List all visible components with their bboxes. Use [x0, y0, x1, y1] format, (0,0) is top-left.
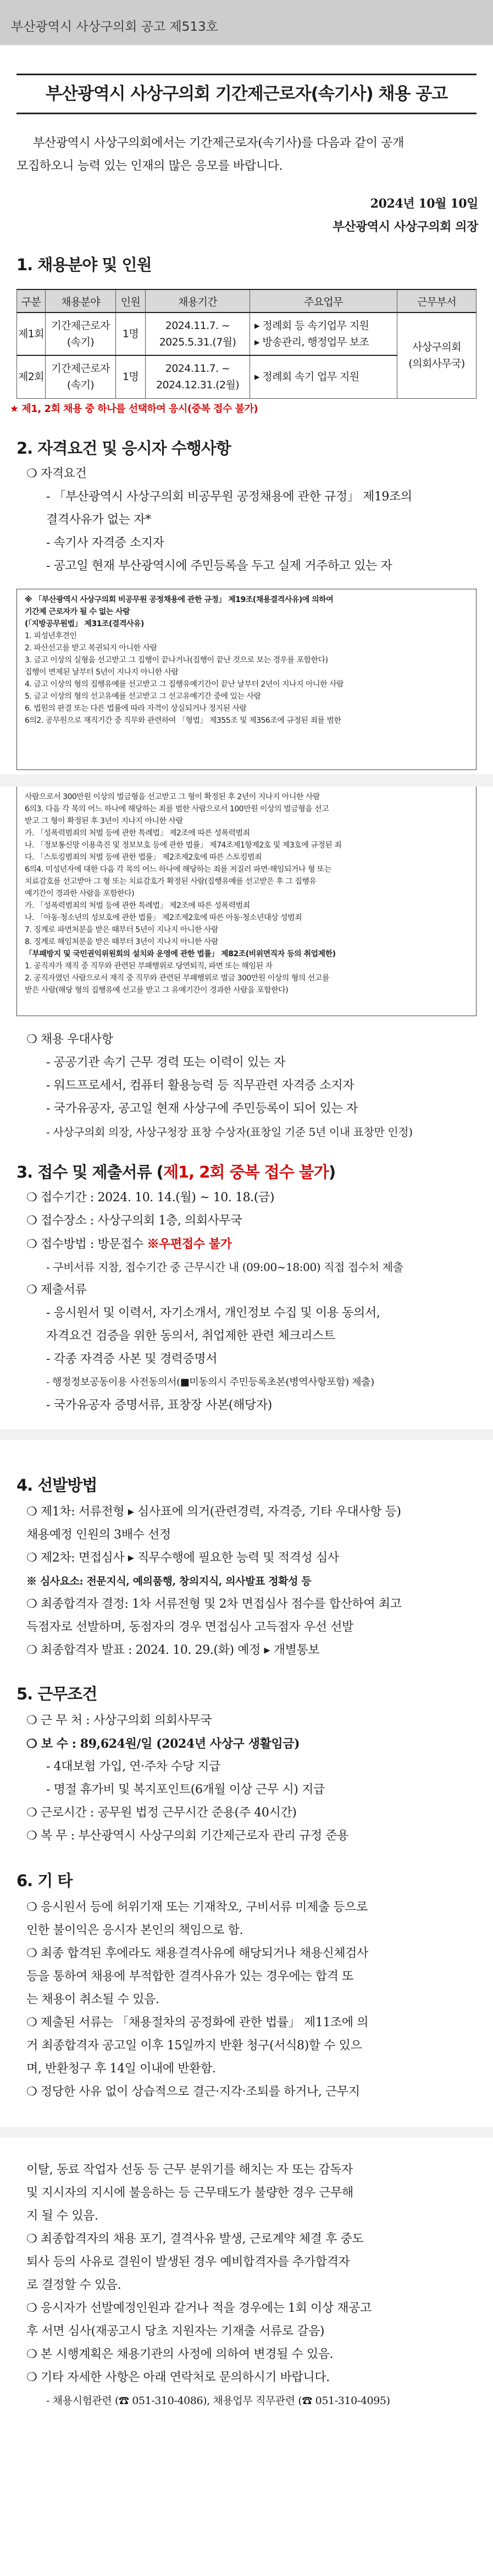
row-field-sub: (속기): [67, 379, 95, 392]
etc-line: 및 지시자의 지시에 불응하는 등 근무태도가 불량한 경우 근무해: [26, 2186, 353, 2200]
box-line: 3. 금고 이상의 실형을 선고받고 그 집행이 끝나거나(집행이 끝난 것으로 보는 경우를 포함한다): [25, 656, 328, 665]
box-line: 나. 「정보통신망 이용촉진 및 정보보호 등에 관한 법률」 제74조제1항제2호 및 제3호에 규정된 죄: [25, 841, 342, 850]
page-break: [0, 774, 493, 787]
row-type: 제1회: [17, 313, 46, 355]
box-line: 받고 그 형이 확정된 후 3년이 지나지 아니한 사람: [25, 817, 183, 826]
intro-line-1: 부산광역시 사상구의회에서는 기간제근로자(속기사)를 다음과 같이 공개: [33, 136, 404, 150]
preference-item: - 사상구의회 의장, 사상구청장 표창 수상자(표창일 기준 5년 이내 표창만 인정): [46, 1125, 413, 1139]
box-line: 2. 공직자였던 사람으로서 재직 중 직무와 관련된 부패행위로 벌금 300만원 이상의 형의 선고를: [25, 974, 329, 983]
row-count: 1명: [116, 355, 146, 398]
selection-line: 득점자로 선발하며, 동점자의 경우 면접심사 고득점자 우선 선발: [26, 1620, 353, 1634]
dept-sub: (의회사무국): [408, 358, 465, 370]
etc-line: ❍ 최종 합격된 후에라도 채용결격사유에 해당되거나 채용신체검사: [26, 1947, 368, 1960]
condition-line: - 명절 휴가비 및 복지포인트(6개월 이상 근무 시) 지급: [46, 1783, 325, 1797]
box-line: 2. 파산선고를 받고 복권되지 아니한 사람: [25, 644, 157, 653]
dept-name: 사상구의회: [412, 341, 461, 354]
box-line: 7. 징계로 파면처분을 받은 때부터 5년이 지나지 아니한 사람: [25, 925, 218, 934]
etc-line: ❍ 본 시행계획은 채용기관의 사정에 의하여 변경될 수 있음.: [26, 2348, 334, 2361]
col-header: 인원: [116, 289, 146, 313]
etc-line: ❍ 응시원서 등에 허위기재 또는 기재착오, 구비서류 미제출 등으로: [26, 1900, 368, 1914]
box-line: 1. 공직자가 재직 중 직무와 관련된 부패행위로 당연퇴직, 파면 또는 해임된 자: [25, 962, 273, 971]
section-4-heading: 4. 선발방법: [16, 1476, 97, 1495]
condition-line: ❍ 근 무 처 : 사상구의회 의회사무국: [26, 1714, 212, 1727]
row-field: 기간제근로자: [51, 363, 110, 375]
condition-line: ❍ 근로시간 : 공무원 법정 근무시간 준용(주 40시간): [26, 1806, 297, 1820]
application-line: - 응시원서 및 이력서, 자기소개서, 개인정보 수집 및 이용 동의서,: [46, 1306, 380, 1320]
application-line: - 구비서류 지참, 접수기간 중 근무시간 내 (09:00~18:00) 직접 접수처 제출: [46, 1261, 403, 1274]
etc-line: 후 서면 심사(재공고시 당초 지원자는 기재출 서류로 갈음): [26, 2324, 325, 2338]
application-line: ❍ 제출서류: [26, 1283, 87, 1297]
qualification-item: - 「부산광역시 사상구의회 비공무원 공정채용에 관한 규정」 제19조의: [46, 490, 412, 504]
page-break: [0, 1429, 493, 1440]
application-place: ❍ 접수장소 : 사상구의회 1층, 의회사무국: [26, 1214, 242, 1228]
selection-line: ❍ 최종합격자 결정: 1차 서류전형 및 2차 면접심사 점수를 합산하여 최고: [26, 1597, 402, 1611]
etc-line: ❍ 기타 자세한 사항은 아래 연락처로 문의하시기 바랍니다.: [26, 2371, 330, 2384]
etc-line: 등을 통하여 채용에 부적합한 결격사유가 있는 경우에는 합격 또: [26, 1970, 353, 1983]
contact-line: - 채용시험관련 (☎ 051-310-4086), 채용업무 직무관련 (☎ 051-310-4095): [46, 2395, 390, 2407]
box-line: 6. 법원의 판결 또는 다른 법률에 따라 자격이 상실되거나 정지된 사람: [25, 704, 247, 713]
row-count: 1명: [116, 313, 146, 355]
etc-line: 인한 불이익은 응시자 본인의 책임으로 함.: [26, 1923, 243, 1937]
etc-line: 거 최종합격자 공고일 이후 15일까지 반환 청구(서식8)할 수 있으: [26, 2039, 362, 2053]
condition-line: ❍ 보 수 : 89,624원/일 (2024년 사상구 생활임금): [26, 1737, 300, 1751]
box-line: 집행이 면제된 날부터 5년이 지나지 아니한 사람: [25, 668, 179, 677]
recruitment-table: [16, 289, 477, 399]
application-line: - 행정정보공동이용 사전동의서(■미동의시 주민등록초본(병역사항포함) 제출): [46, 1376, 374, 1388]
etc-line: 로 결정할 수 있음.: [26, 2278, 121, 2292]
method-warning: ※우편접수 불가: [147, 1237, 232, 1251]
box-line: 6의4. 미성년자에 대한 다음 각 목의 어느 하나에 해당하는 죄를 저질러 파면·해임되거나 형 또는: [25, 865, 331, 874]
page-break: [0, 2127, 493, 2138]
qualification-title: ❍ 자격요건: [26, 467, 87, 481]
preference-item: - 워드프로세서, 컴퓨터 활용능력 등 직무관련 자격증 소지자: [46, 1079, 354, 1092]
box-line: 예기간이 경과한 사람을 포함한다): [25, 889, 135, 898]
row-field-sub: (속기): [67, 336, 95, 348]
box-line: 나. 「아동·청소년의 성보호에 관한 법률」 제2조제2호에 따른 아동·청소년대상 성범죄: [25, 913, 302, 922]
row-duty: ▸ 정례회 등 속기업무 지원: [254, 320, 369, 332]
preference-title: ❍ 채용 우대사항: [26, 1033, 113, 1046]
qualification-item: - 공고일 현재 부산광역시에 주민등록을 두고 실제 거주하고 있는 자: [46, 559, 392, 573]
box-line: 치료감호를 선고받아 그 형 또는 치료감호가 확정된 사람(집행유예를 선고받은 후 그 집행유: [25, 877, 317, 886]
box-line: ※ 「부산광역시 사상구의회 비공무원 공정채용에 관한 규정」 제19조(채용결격사유)에 의하여: [25, 595, 334, 604]
page-title: 부산광역시 사상구의회 기간제근로자(속기사) 채용 공고: [16, 74, 477, 114]
row-period: 2024.11.7. ~: [165, 363, 230, 375]
heading-text: ): [328, 1163, 336, 1181]
condition-line: ❍ 복 무 : 부산광역시 사상구의회 기간제근로자 관리 규정 준용: [26, 1829, 349, 1843]
application-line: 자격요건 검증을 위한 동의서, 취업제한 관련 체크리스트: [46, 1329, 335, 1343]
etc-line: 퇴사 등의 사유로 결원이 발생된 경우 예비합격자를 추가합격자: [26, 2255, 350, 2269]
qualification-item: - 속기사 자격증 소지자: [46, 536, 164, 550]
box-line: 1. 피성년후견인: [25, 632, 77, 640]
etc-line: 며, 반환청구 후 14일 이내에 반환함.: [26, 2062, 216, 2076]
box-line: 다. 「스토킹범죄의 처벌 등에 관한 법률」 제2조제2호에 따른 스토킹범죄: [25, 853, 262, 862]
row-duty: ▸ 방송관리, 행정업무 보조: [254, 336, 369, 348]
box-line: (「지방공무원법」 제31조(결격사유): [25, 620, 144, 628]
etc-line: 지 될 수 있음.: [26, 2209, 98, 2223]
etc-line: ❍ 정당한 사유 없이 상습적으로 결근·지각·조퇴를 하거나, 근무지: [26, 2085, 360, 2099]
section-6-heading: 6. 기 타: [16, 1871, 73, 1890]
row-duty: ▸ 정례회 속기 업무 지원: [254, 371, 359, 383]
selection-line: ❍ 최종합격자 발표 : 2024. 10. 29.(화) 예정 ▸ 개별통보: [26, 1643, 320, 1657]
selection-line: ※ 심사요소: 전문지식, 예의품행, 창의지식, 의사발표 정확성 등: [26, 1575, 312, 1587]
box-line: 6의2. 공무원으로 재직기간 중 직무와 관련하여 「형법」 제355조 및 제356조에 규정된 죄를 범한: [25, 716, 341, 725]
section-2-heading: 2. 자격요건 및 응시자 수행사항: [16, 439, 231, 458]
application-period: ❍ 접수기간 : 2024. 10. 14.(월) ~ 10. 18.(금): [26, 1191, 275, 1205]
box-line: 사람으로서 300만원 이상의 벌금형을 선고받고 그 형이 확정된 후 2년이 지나지 아니한 사람: [25, 793, 320, 801]
row-field: 기간제근로자: [51, 320, 110, 332]
qualification-item: 결격사유가 없는 자*: [46, 513, 151, 527]
row-type: 제2회: [17, 355, 46, 398]
notice-date: 2024년 10월 10일: [370, 197, 478, 211]
row-period: 2024.11.7. ~: [165, 320, 230, 332]
heading-text: 3. 접수 및 제출서류 (: [16, 1163, 163, 1181]
document: [0, 45, 493, 2576]
top-notice: 부산광역시 사상구의회 공고 제513호: [0, 0, 493, 45]
col-header: 구분: [17, 289, 46, 313]
row-period-end: 2025.5.31.(7월): [159, 336, 236, 348]
etc-line: ❍ 응시자가 선발예정인원과 같거나 적을 경우에는 1회 이상 재공고: [26, 2301, 372, 2315]
section-5-heading: 5. 근무조건: [16, 1685, 97, 1703]
box-line: 6의3. 다음 각 목의 어느 하나에 해당하는 죄를 범한 사람으로서 100만원 이상의 벌금형을 선고: [25, 805, 329, 813]
box-line: 가. 「성폭력범죄의 처벌 등에 관한 특례법」 제2조에 따른 성폭력범죄: [25, 901, 250, 910]
col-header: 채용기간: [146, 289, 250, 313]
row-period-end: 2024.12.31.(2월): [156, 379, 240, 392]
preference-item: - 공공기관 속기 근무 경력 또는 이력이 있는 자: [46, 1056, 286, 1069]
duplicate-warning: ★ 제1, 2회 채용 중 하나를 선택하여 응시(중복 접수 불가): [10, 403, 258, 415]
box-line: 기간제 근로자가 될 수 없는 사람: [25, 607, 130, 616]
box-line: 「부패방지 및 국민권익위원회의 설치와 운영에 관한 법률」 제82조(비위면직자 등의 취업제한): [25, 950, 336, 958]
application-line: - 국가유공자 증명서류, 표창장 사본(해당자): [46, 1398, 272, 1412]
etc-line: ❍ 제출된 서류는 「채용절차의 공정화에 관한 법률」 제11조에 의: [26, 2016, 369, 2029]
section-1-heading: 1. 채용분야 및 인원: [16, 255, 152, 274]
preference-item: - 국가유공자, 공고일 현재 사상구에 주민등록이 되어 있는 자: [46, 1102, 358, 1116]
box-line: 8. 징계로 해임처분을 받은 때부터 3년이 지나지 아니한 사람: [25, 938, 218, 946]
application-method: [26, 1233, 493, 1256]
col-header: 주요업무: [250, 289, 397, 313]
selection-line: ❍ 제1차: 서류전형 ▸ 심사표에 의거(관련경력, 자격증, 기타 우대사항 등): [26, 1505, 401, 1519]
col-header: 근무부서: [397, 289, 477, 313]
selection-line: ❍ 제2차: 면접심사 ▸ 직무수행에 필요한 능력 및 적격성 심사: [26, 1551, 339, 1565]
etc-line: ❍ 최종합격자의 채용 포기, 결격사유 발생, 근로계약 체결 후 중도: [26, 2232, 364, 2246]
etc-line: 는 채용이 취소될 수 있음.: [26, 1993, 159, 2006]
table-row: [17, 313, 477, 355]
section-3-heading: [16, 1160, 493, 1183]
intro-line-2: 모집하오니 능력 있는 인재의 많은 응모를 바랍니다.: [16, 159, 283, 173]
disqualification-box: [16, 589, 477, 770]
box-line: 5. 금고 이상의 형의 선고유예를 선고받고 그 선고유예기간 중에 있는 사람: [25, 692, 261, 701]
etc-line: 이탈, 동료 작업자 선동 등 근무 분위기를 해치는 자 또는 감독자: [26, 2163, 353, 2177]
disqualification-box-continued: [16, 787, 477, 1016]
box-line: 가. 「성폭력범죄의 처벌 등에 관한 특례법」 제2조에 따른 성폭력범죄: [25, 829, 250, 838]
box-line: 받은 사람(해당 형의 집행유예 선고를 받고 그 유예기간이 경과한 사람을 포함한다): [25, 986, 289, 995]
signer: 부산광역시 사상구의회 의장: [333, 220, 478, 234]
box-line: 4. 금고 이상의 형의 집행유예를 선고받고 그 집행유예기간이 끝난 날부터 2년이 지나지 아니한 사람: [25, 680, 344, 689]
condition-line: - 4대보험 가입, 연·주차 수당 지급: [46, 1760, 221, 1774]
selection-line: 채용예정 인원의 3배수 선정: [26, 1528, 171, 1542]
application-line: - 각종 자격증 사본 및 경력증명서: [46, 1352, 218, 1366]
heading-warning: 제1, 2회 중복 접수 불가: [163, 1163, 329, 1181]
col-header: 채용분야: [46, 289, 116, 313]
method-text: ❍ 접수방법 : 방문접수: [26, 1237, 147, 1251]
